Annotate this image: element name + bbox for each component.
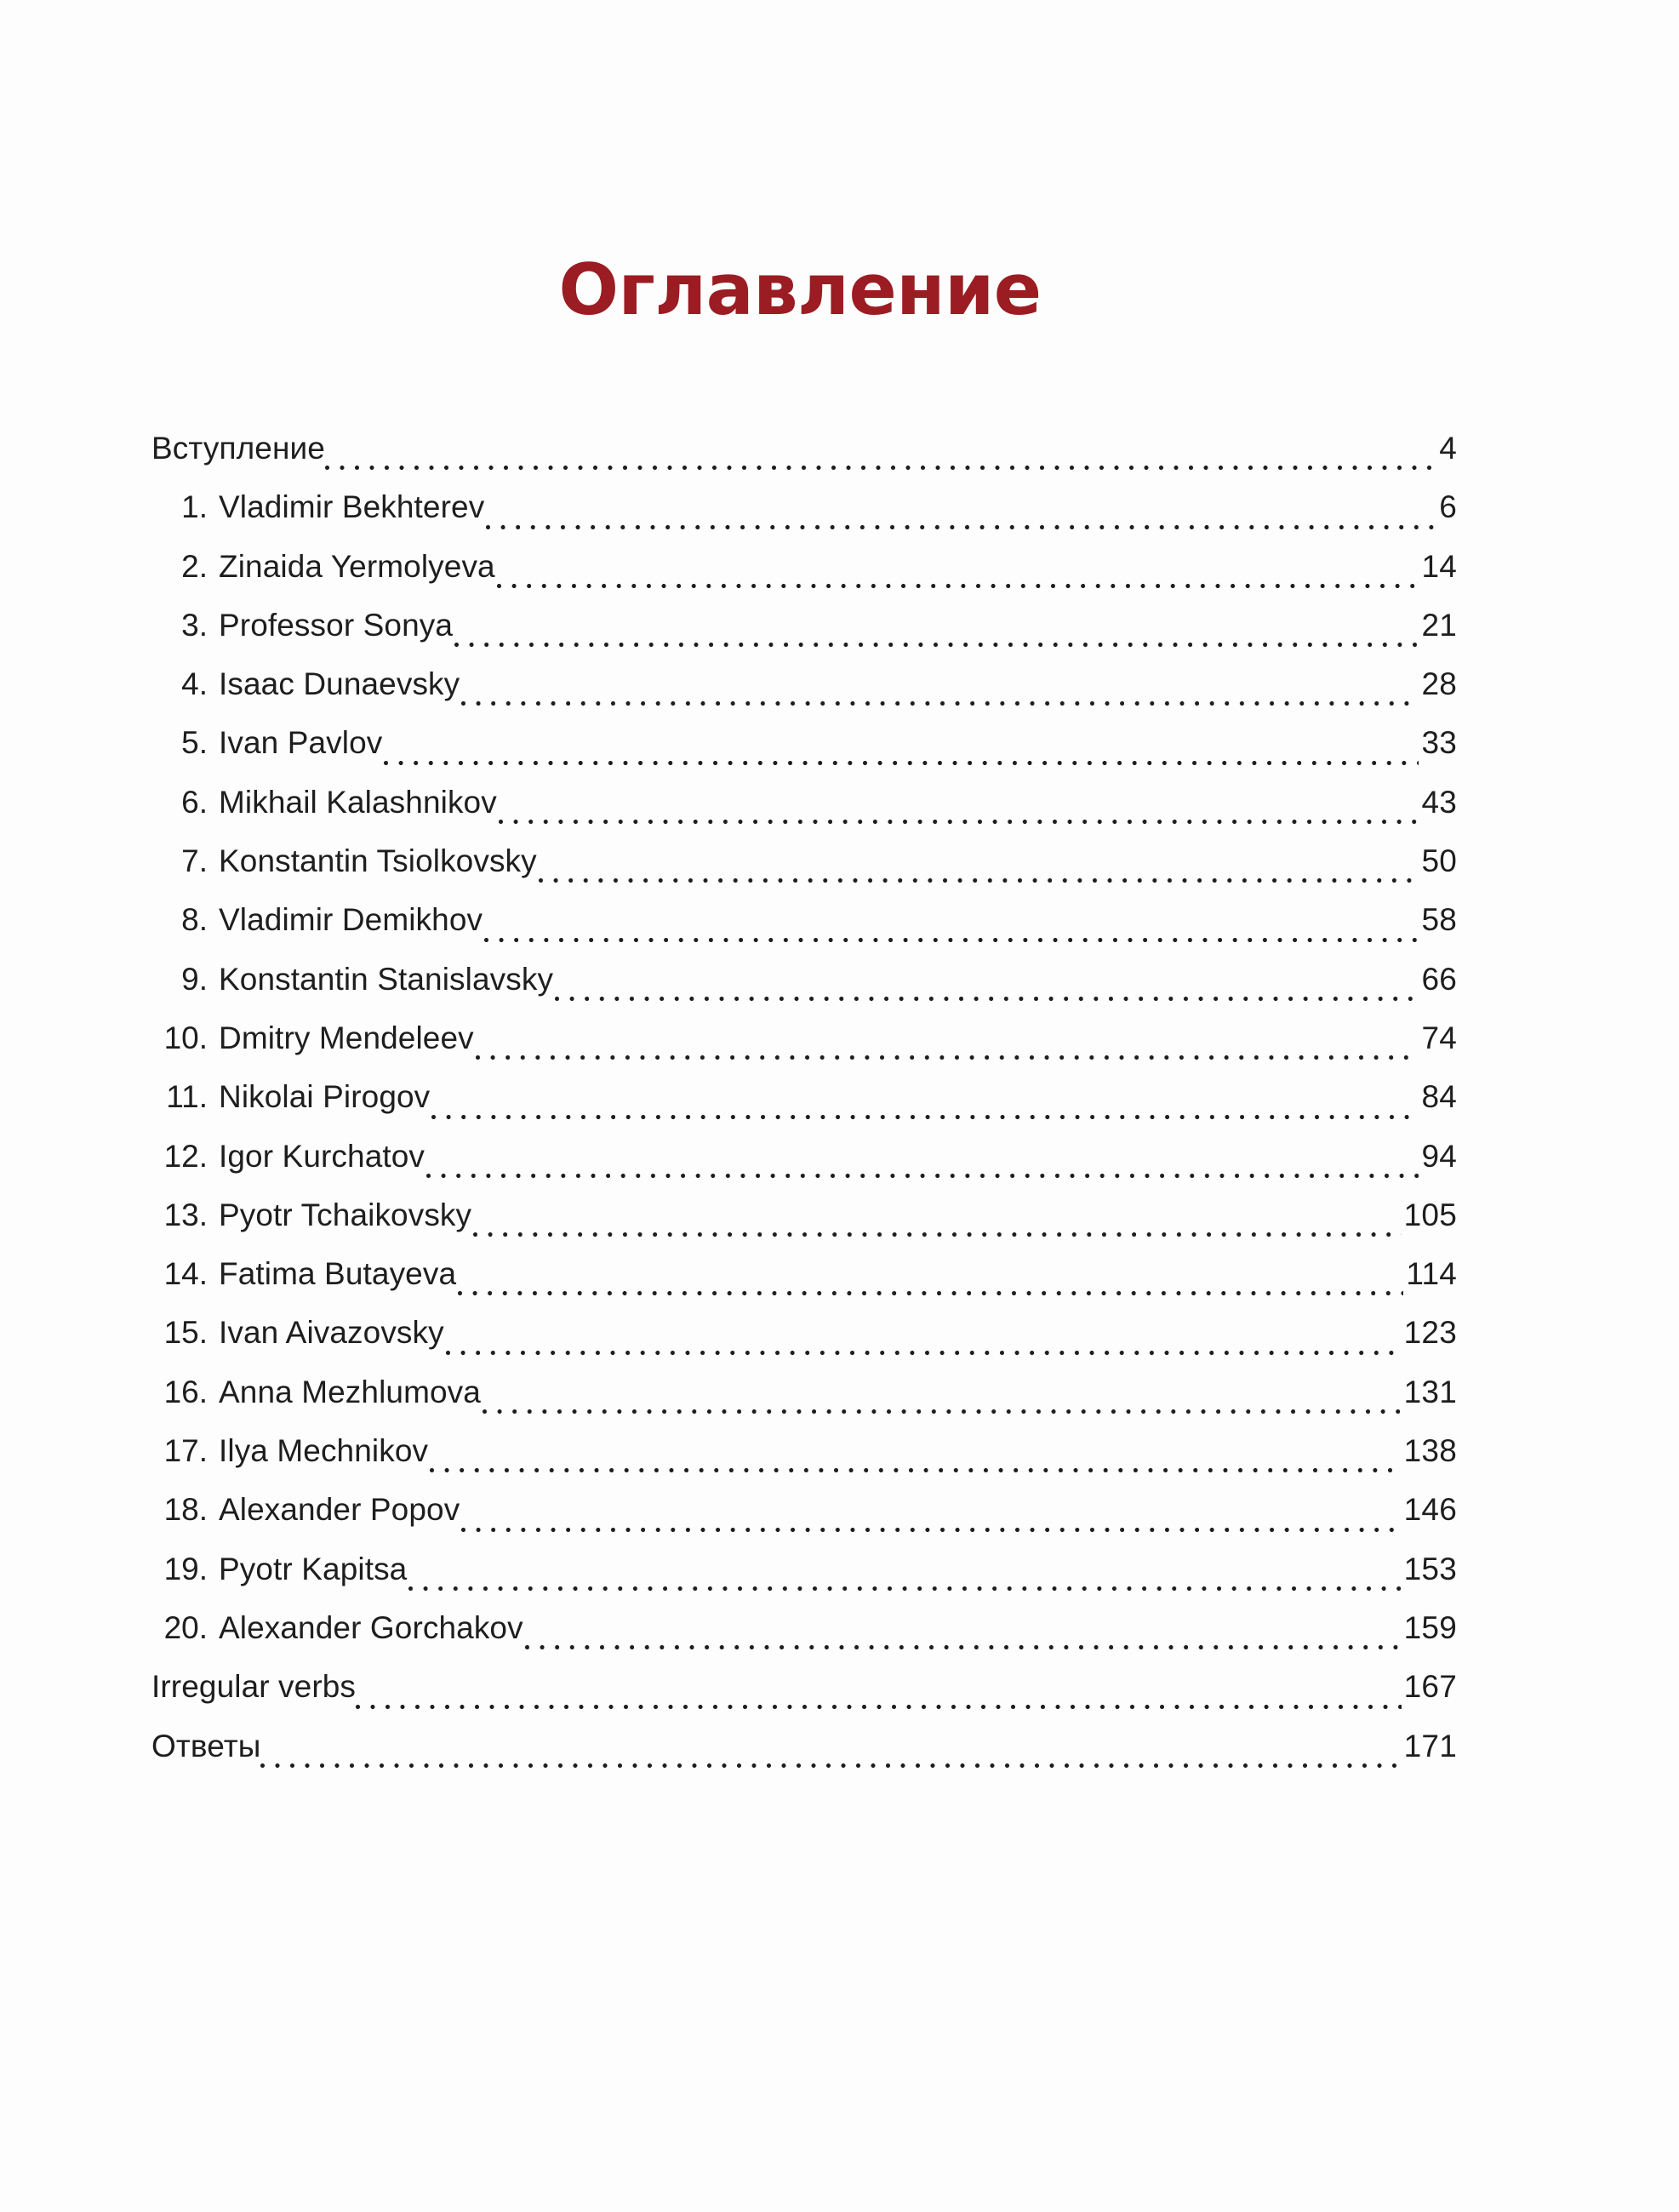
dot-leader [483, 1390, 1402, 1421]
toc-entry-page-number: 146 [1403, 1492, 1457, 1528]
toc-entry[interactable] [151, 1186, 1457, 1244]
dot-leader [473, 1213, 1402, 1244]
toc-entry-page-number: 159 [1403, 1609, 1457, 1645]
dot-leader [499, 800, 1419, 832]
toc-entry[interactable] [151, 1421, 1457, 1480]
toc-entry-page-number: 33 [1421, 725, 1457, 761]
toc-entry-page-number: 153 [1403, 1551, 1457, 1586]
toc-entry-label: Anna Mezhlumova [219, 1374, 481, 1409]
toc-entry-number: 5. [181, 725, 208, 761]
page-title: Оглавление [558, 248, 1042, 331]
toc-entry-label: Konstantin Tsiolkovsky [219, 843, 537, 879]
dot-leader [260, 1744, 1401, 1775]
toc-entry-label: Mikhail Kalashnikov [219, 784, 497, 820]
toc-entry-page-number: 131 [1403, 1374, 1457, 1409]
toc-entry-label: Vladimir Bekhterev [219, 489, 485, 525]
toc-entry-label: Professor Sonya [219, 607, 454, 643]
toc-entry-page-number: 6 [1439, 489, 1457, 525]
toc-entry-number: 3. [181, 607, 208, 643]
toc-entry-page-number: 138 [1403, 1433, 1457, 1469]
toc-entry[interactable] [151, 1009, 1457, 1067]
toc-entry-number: 8. [181, 902, 208, 938]
toc-entry[interactable] [151, 1127, 1457, 1186]
toc-entry[interactable] [151, 654, 1457, 713]
dot-leader [555, 977, 1419, 1009]
toc-entry-number: 6. [181, 784, 208, 820]
dot-leader [476, 1036, 1419, 1067]
dot-leader [408, 1567, 1401, 1598]
dot-leader [461, 682, 1419, 713]
toc-entry[interactable] [151, 1363, 1457, 1421]
dot-leader [356, 1685, 1402, 1717]
dot-leader [497, 564, 1419, 596]
toc-entry[interactable] [151, 713, 1457, 772]
toc-entry-number: 1. [181, 489, 208, 525]
toc-entry[interactable] [151, 477, 1457, 536]
toc-entry[interactable] [151, 832, 1457, 890]
toc-entry[interactable] [151, 419, 1457, 477]
toc-entry-number: 17. [163, 1433, 208, 1469]
toc-entry-label: Fatima Butayeva [219, 1256, 457, 1292]
toc-entry-page-number: 123 [1403, 1315, 1457, 1351]
toc-entry-label: Alexander Popov [219, 1492, 460, 1528]
toc-entry-number: 15. [163, 1315, 208, 1351]
toc-entry-page-number: 84 [1421, 1079, 1457, 1115]
toc-entry-number: 14. [163, 1256, 208, 1292]
toc-entry-number: 19. [163, 1551, 208, 1586]
dot-leader [525, 1626, 1402, 1657]
toc-entry-number: 4. [181, 666, 208, 702]
toc-entry-label: Vladimir Demikhov [219, 902, 483, 938]
dot-leader [458, 1272, 1403, 1303]
dot-leader [486, 506, 1436, 537]
toc-entry-label: Igor Kurchatov [219, 1138, 425, 1174]
toc-entry-page-number: 66 [1421, 961, 1457, 997]
toc-entry-page-number: 167 [1403, 1669, 1457, 1705]
toc-entry-number: 18. [163, 1492, 208, 1528]
toc-entry-number: 13. [163, 1197, 208, 1232]
dot-leader [539, 859, 1419, 890]
toc-entry[interactable] [151, 1244, 1457, 1303]
toc-entry-label: Alexander Gorchakov [219, 1609, 523, 1645]
toc-entry[interactable] [151, 537, 1457, 596]
toc-entry-number: 9. [181, 961, 208, 997]
toc-entry-number: 20. [163, 1609, 208, 1645]
dot-leader [484, 918, 1419, 950]
dot-leader [454, 623, 1419, 654]
toc-entry-label: Ilya Mechnikov [219, 1433, 429, 1469]
toc-entry[interactable] [151, 1067, 1457, 1126]
toc-entry[interactable] [151, 773, 1457, 832]
dot-leader [325, 446, 1436, 477]
table-of-contents-list [151, 419, 1457, 1775]
toc-entry[interactable] [151, 596, 1457, 654]
toc-entry[interactable] [151, 890, 1457, 949]
toc-entry[interactable] [151, 950, 1457, 1009]
toc-entry[interactable] [151, 1303, 1457, 1362]
toc-entry-label: Pyotr Kapitsa [219, 1551, 408, 1586]
toc-entry[interactable] [151, 1657, 1457, 1716]
toc-entry-number: 12. [163, 1138, 208, 1174]
toc-entry-page-number: 43 [1421, 784, 1457, 820]
toc-entry-label: Ivan Aivazovsky [219, 1315, 444, 1351]
toc-entry-label: Ответы [151, 1728, 261, 1763]
dot-leader [384, 741, 1419, 773]
toc-entry-page-number: 14 [1421, 548, 1457, 584]
dot-leader [426, 1154, 1419, 1186]
toc-entry-page-number: 58 [1421, 902, 1457, 938]
dot-leader [461, 1508, 1401, 1540]
toc-entry-page-number: 50 [1421, 843, 1457, 879]
toc-entry[interactable] [151, 1717, 1457, 1775]
toc-entry-label: Irregular verbs [151, 1669, 357, 1705]
toc-entry-number: 7. [181, 843, 208, 879]
dot-leader [430, 1449, 1402, 1480]
toc-entry-page-number: 21 [1421, 607, 1457, 643]
toc-entry-page-number: 28 [1421, 666, 1457, 702]
dot-leader [446, 1331, 1402, 1363]
toc-entry-label: Isaac Dunaevsky [219, 666, 460, 702]
toc-entry-page-number: 105 [1403, 1197, 1457, 1232]
toc-entry-number: 11. [166, 1079, 208, 1115]
toc-entry-page-number: 4 [1439, 431, 1457, 466]
toc-entry-label: Konstantin Stanislavsky [219, 961, 554, 997]
toc-entry-label: Pyotr Tchaikovsky [219, 1197, 472, 1232]
toc-entry-number: 10. [163, 1020, 208, 1055]
toc-entry-label: Dmitry Mendeleev [219, 1020, 474, 1055]
toc-entry[interactable] [151, 1480, 1457, 1539]
toc-entry-number: 16. [163, 1374, 208, 1409]
toc-entry[interactable] [151, 1598, 1457, 1657]
toc-entry-page-number: 94 [1421, 1138, 1457, 1174]
toc-entry-page-number: 74 [1421, 1020, 1457, 1055]
toc-entry-label: Nikolai Pirogov [219, 1079, 431, 1115]
toc-entry[interactable] [151, 1540, 1457, 1598]
toc-entry-number: 2. [181, 548, 208, 584]
toc-entry-label: Ivan Pavlov [219, 725, 383, 761]
toc-entry-page-number: 114 [1406, 1256, 1457, 1292]
toc-entry-page-number: 171 [1403, 1728, 1457, 1763]
dot-leader [431, 1095, 1419, 1127]
toc-entry-label: Вступление [151, 431, 325, 466]
toc-entry-label: Zinaida Yermolyeva [219, 548, 495, 584]
